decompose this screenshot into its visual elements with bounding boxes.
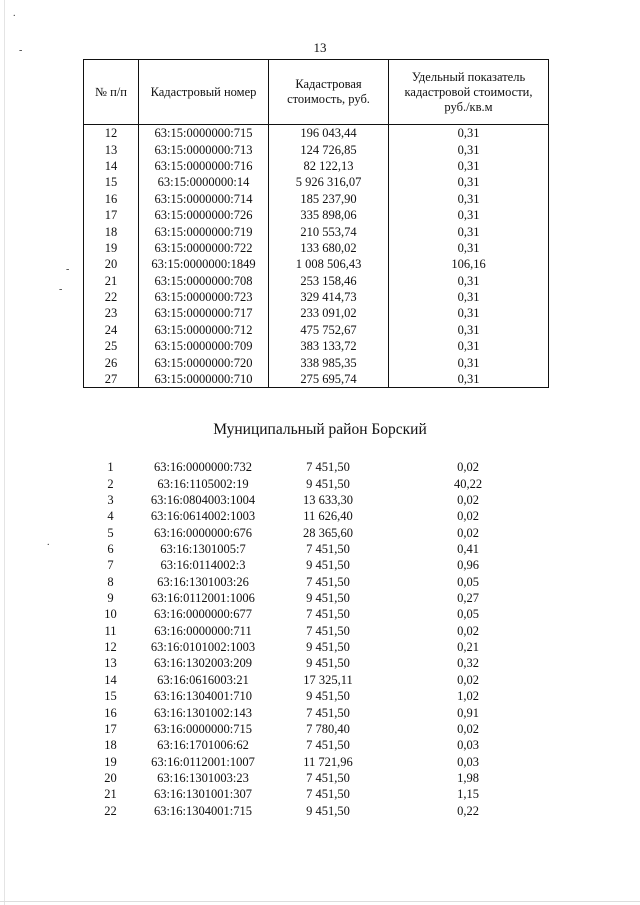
cadastral-cost: 28 365,60	[303, 525, 353, 540]
cadastral-cost: 7 451,50	[306, 738, 350, 753]
cadastral-cost: 7 451,50	[306, 607, 350, 622]
cadastral-number: 63:16:0000000:715	[154, 721, 252, 736]
unit-value: 0,02	[457, 672, 479, 687]
unit-value: 0,21	[457, 640, 479, 655]
row-number: 1	[107, 460, 114, 475]
table-row	[83, 590, 548, 606]
unit-value: 0,41	[457, 541, 479, 556]
row-number: 8	[107, 574, 114, 589]
row-number: 15	[104, 689, 117, 704]
unit-value: 0,31	[389, 354, 549, 370]
header-num: № п/п	[84, 60, 139, 125]
table-row	[83, 655, 548, 671]
table-row	[83, 770, 548, 786]
section-title: Муниципальный район Борский	[213, 421, 427, 438]
table-row	[84, 223, 549, 239]
row-number: 21	[84, 273, 139, 289]
unit-value: 0,32	[457, 656, 479, 671]
table-row	[83, 672, 548, 688]
unit-value: 0,31	[389, 223, 549, 239]
row-number: 4	[107, 509, 114, 524]
row-number: 13	[104, 656, 117, 671]
cadastral-number: 63:15:0000000:720	[139, 354, 269, 370]
unit-value: 0,96	[457, 558, 479, 573]
unit-value: 0,31	[389, 371, 549, 388]
table-row	[83, 737, 548, 753]
unit-value: 0,31	[389, 240, 549, 256]
cadastral-number: 63:16:0101002:1003	[150, 640, 256, 655]
table-row	[84, 256, 549, 272]
table-row	[84, 125, 549, 142]
cadastral-number: 63:16:0000000:711	[154, 623, 252, 638]
unit-value: 0,31	[389, 322, 549, 338]
cadastral-cost: 210 553,74	[269, 223, 389, 239]
table-row	[83, 753, 548, 769]
margin-mark: .	[13, 8, 16, 19]
cadastral-number: 63:16:0000000:676	[154, 525, 252, 540]
cadastral-cost: 11 721,96	[303, 754, 353, 769]
unit-value: 0,31	[389, 191, 549, 207]
table-row	[83, 786, 548, 802]
page-number: 13	[313, 40, 327, 55]
unit-value: 0,31	[389, 174, 549, 190]
row-number: 16	[104, 705, 117, 720]
cadastral-cost: 7 451,50	[306, 771, 350, 785]
cadastral-cost: 7 451,50	[306, 705, 350, 720]
unit-value: 0,05	[457, 607, 479, 622]
table-row	[84, 174, 549, 190]
table-row	[83, 639, 548, 655]
cadastral-number: 63:16:1304001:715	[154, 803, 252, 818]
cadastral-number: 63:16:0614002:1003	[150, 509, 256, 524]
row-number: 18	[104, 738, 117, 753]
cadastral-cost: 9 451,50	[306, 656, 350, 671]
header-cadastral-number: Кадастровый номер	[139, 60, 269, 125]
cadastral-cost: 275 695,74	[269, 371, 389, 388]
table-row	[84, 322, 549, 338]
table-row	[84, 371, 549, 388]
row-number: 23	[84, 305, 139, 321]
cadastral-cost: 9 451,50	[306, 803, 350, 818]
unit-value: 0,02	[457, 525, 479, 540]
row-number: 2	[107, 476, 114, 491]
cadastral-cost: 82 122,13	[269, 158, 389, 174]
row-number: 18	[84, 223, 139, 239]
unit-value: 40,22	[453, 476, 483, 491]
row-number: 17	[84, 207, 139, 223]
row-number: 14	[104, 672, 117, 687]
table-row	[83, 524, 548, 540]
cadastral-number: 63:16:1301002:143	[154, 705, 252, 720]
table-row	[84, 273, 549, 289]
cadastral-number: 63:16:1105002:19	[157, 476, 249, 491]
cadastral-cost: 11 626,40	[303, 509, 353, 524]
unit-value: 0,22	[457, 803, 479, 818]
unit-value: 0,31	[389, 207, 549, 223]
cadastral-number: 63:15:0000000:14	[139, 174, 269, 190]
table-row	[83, 541, 548, 557]
cadastral-cost: 17 325,11	[303, 672, 353, 687]
table-row	[84, 240, 549, 256]
row-number: 22	[104, 803, 117, 818]
unit-value: 0,31	[389, 305, 549, 321]
table-row	[83, 721, 548, 737]
row-number: 24	[84, 322, 139, 338]
unit-value: 0,31	[389, 125, 549, 142]
table-row	[84, 289, 549, 305]
cadastral-cost: 9 451,50	[306, 591, 350, 606]
cadastral-cost: 335 898,06	[269, 207, 389, 223]
row-number: 11	[104, 623, 117, 638]
row-number: 9	[107, 591, 114, 606]
row-number: 22	[84, 289, 139, 305]
scan-edge	[4, 0, 5, 905]
table-row	[83, 704, 548, 720]
unit-value: 0,02	[457, 492, 479, 507]
table-row	[83, 475, 548, 491]
row-number: 5	[107, 525, 114, 540]
cadastral-number: 63:16:0804003:1004	[150, 492, 256, 507]
table-row	[83, 459, 548, 475]
cadastral-cost: 196 043,44	[269, 125, 389, 142]
header-unit-value: Удельный показатель кадастровой стоимости, руб./кв.м	[389, 60, 549, 125]
row-number: 19	[84, 240, 139, 256]
cadastral-number: 63:15:0000000:708	[139, 273, 269, 289]
cadastral-number: 63:15:0000000:722	[139, 240, 269, 256]
cadastral-cost: 233 091,02	[269, 305, 389, 321]
cadastral-number: 63:15:0000000:709	[139, 338, 269, 354]
cadastral-cost: 133 680,02	[269, 240, 389, 256]
margin-mark: -	[59, 284, 63, 295]
row-number: 7	[107, 558, 114, 573]
cadastral-number: 63:15:0000000:713	[139, 141, 269, 157]
unit-value: 0,02	[457, 623, 479, 638]
cadastral-cost: 475 752,67	[269, 322, 389, 338]
unit-value: 0,31	[389, 338, 549, 354]
table-row	[84, 305, 549, 321]
unit-value: 0,02	[457, 509, 479, 524]
table-row	[84, 158, 549, 174]
unit-value: 1,15	[457, 787, 479, 802]
unit-value: 0,02	[457, 460, 479, 475]
unit-value: 0,03	[457, 754, 479, 769]
table-row	[83, 492, 548, 508]
row-number: 12	[84, 125, 139, 142]
cadastral-number: 63:16:1301003:26	[157, 574, 249, 589]
cadastral-cost: 9 451,50	[306, 558, 350, 573]
margin-mark: -	[66, 264, 70, 275]
unit-value: 0,31	[389, 289, 549, 305]
row-number: 3	[107, 492, 114, 507]
scan-edge	[0, 901, 640, 902]
table-row	[84, 338, 549, 354]
cadastral-cost: 9 451,50	[306, 640, 350, 655]
cadastral-cost: 383 133,72	[269, 338, 389, 354]
cadastral-number: 63:16:0112001:1006	[151, 591, 255, 606]
cadastral-number: 63:15:0000000:716	[139, 158, 269, 174]
table-row	[83, 574, 548, 590]
cadastral-cost: 13 633,30	[303, 492, 353, 507]
unit-value: 0,91	[457, 705, 479, 720]
margin-mark: -	[19, 45, 23, 56]
cadastral-number: 63:15:0000000:717	[139, 305, 269, 321]
unit-value: 0,31	[389, 141, 549, 157]
margin-mark: .	[47, 537, 50, 548]
row-number: 19	[104, 754, 117, 769]
header-cadastral-cost: Кадастровая стоимость, руб.	[269, 60, 389, 125]
cadastral-cost: 7 451,50	[306, 574, 350, 589]
unit-value: 106,16	[389, 256, 549, 272]
row-number: 21	[104, 787, 117, 802]
row-number: 17	[104, 721, 117, 736]
cadastral-number: 63:16:0000000:677	[154, 607, 252, 622]
cadastral-number: 63:15:0000000:710	[139, 371, 269, 388]
table-row	[84, 207, 549, 223]
row-number: 26	[84, 354, 139, 370]
cadastral-number: 63:16:0000000:732	[154, 460, 252, 475]
table-row	[84, 191, 549, 207]
unit-value: 0,31	[389, 158, 549, 174]
cadastral-number: 63:15:0000000:715	[139, 125, 269, 142]
cadastral-cost: 5 926 316,07	[269, 174, 389, 190]
row-number: 12	[104, 640, 117, 655]
table-row	[83, 606, 548, 622]
cadastral-number: 63:16:1701006:62	[157, 738, 249, 753]
table-row	[84, 354, 549, 370]
unit-value: 1,98	[457, 771, 479, 785]
cadastral-number: 63:16:0616003:21	[157, 672, 249, 687]
cadastral-cost: 7 451,50	[306, 623, 350, 638]
unit-value: 0,27	[457, 591, 479, 606]
row-number: 20	[104, 771, 117, 785]
cadastral-cost: 7 451,50	[306, 460, 350, 475]
row-number: 20	[84, 256, 139, 272]
cadastral-cost: 329 414,73	[269, 289, 389, 305]
cadastral-cost: 1 008 506,43	[269, 256, 389, 272]
cadastral-number: 63:16:1301001:307	[154, 787, 252, 802]
cadastral-number: 63:15:0000000:714	[139, 191, 269, 207]
cadastral-cost: 7 780,40	[306, 721, 350, 736]
cadastral-number: 63:16:0114002:3	[160, 558, 246, 573]
row-number: 14	[84, 158, 139, 174]
cadastral-number: 63:16:0112001:1007	[151, 754, 255, 769]
table-row	[84, 141, 549, 157]
unit-value: 1,02	[457, 689, 479, 704]
row-number: 10	[104, 607, 117, 622]
cadastral-cost: 124 726,85	[269, 141, 389, 157]
cadastral-cost: 9 451,50	[306, 476, 350, 491]
cadastral-number: 63:16:1301005:7	[160, 541, 246, 556]
row-number: 6	[107, 541, 114, 556]
cadastral-cost: 185 237,90	[269, 191, 389, 207]
unit-value: 0,03	[457, 738, 479, 753]
cadastral-table	[83, 59, 549, 388]
cadastral-cost: 253 158,46	[269, 273, 389, 289]
row-number: 13	[84, 141, 139, 157]
row-number: 16	[84, 191, 139, 207]
row-number: 25	[84, 338, 139, 354]
cadastral-number: 63:16:1304001:710	[154, 689, 252, 704]
cadastral-number: 63:15:0000000:719	[139, 223, 269, 239]
row-number: 27	[84, 371, 139, 388]
table-row	[83, 803, 548, 819]
cadastral-number: 63:15:0000000:723	[139, 289, 269, 305]
cadastral-cost: 7 451,50	[306, 787, 350, 802]
table-row	[83, 508, 548, 524]
unit-value: 0,31	[389, 273, 549, 289]
cadastral-number: 63:15:0000000:726	[139, 207, 269, 223]
borsky-table	[83, 459, 548, 819]
cadastral-number: 63:15:0000000:1849	[139, 256, 269, 272]
unit-value: 0,02	[457, 721, 479, 736]
cadastral-cost: 338 985,35	[269, 354, 389, 370]
table-row	[83, 623, 548, 639]
cadastral-number: 63:16:1301003:23	[157, 771, 249, 785]
cadastral-cost: 7 451,50	[306, 541, 350, 556]
table-row	[83, 557, 548, 573]
table-row	[83, 688, 548, 704]
cadastral-number: 63:15:0000000:712	[139, 322, 269, 338]
row-number: 15	[84, 174, 139, 190]
unit-value: 0,05	[457, 574, 479, 589]
cadastral-number: 63:16:1302003:209	[154, 656, 252, 671]
cadastral-cost: 9 451,50	[306, 689, 350, 704]
